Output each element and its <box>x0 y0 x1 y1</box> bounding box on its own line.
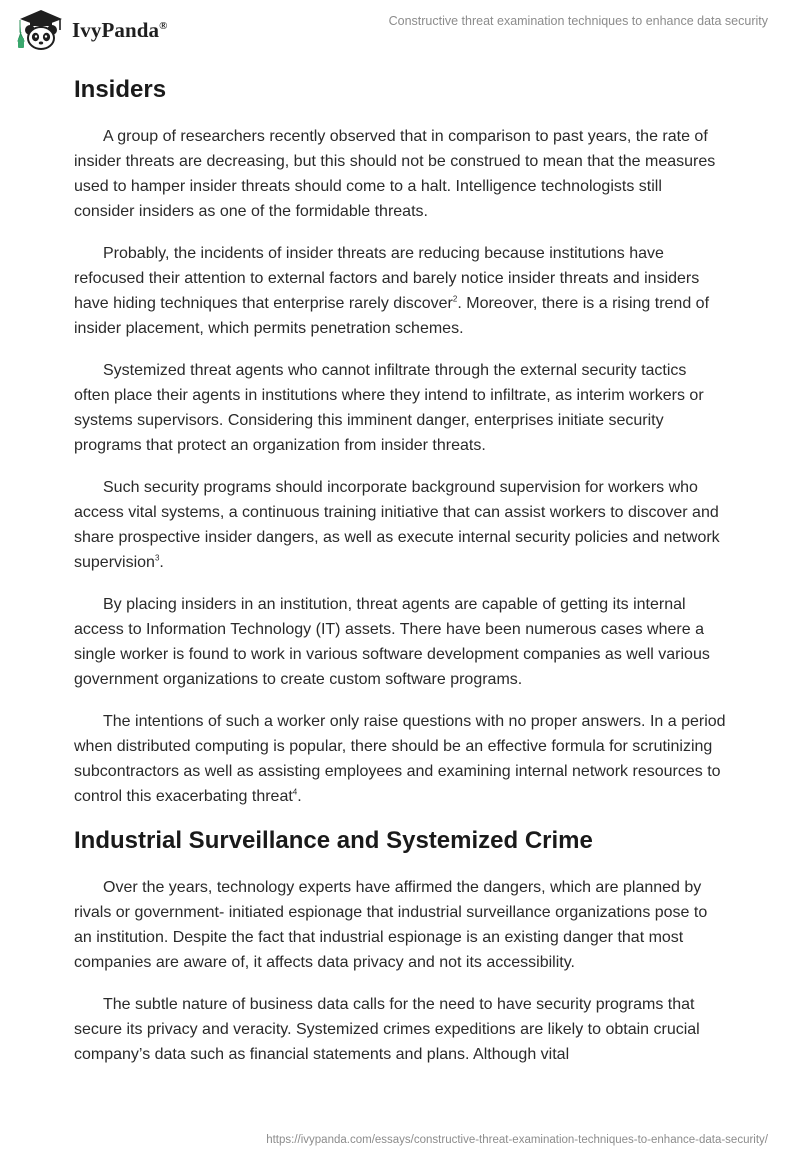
paragraph: Probably, the incidents of insider threats are reducing because institutions have refocused their attention to external factors and barely notice insider threats and insiders have hiding techniques that enterprise rarely discover$^2$. Moreover, there is a rising trend of insider placement, which permits penetration schemes. <box>74 245 710 337</box>
page-header <box>0 0 800 64</box>
paragraph: Systemized threat agents who cannot infiltrate through the external security tactics often place their agents in institutions where they intend to infiltrate, as interim workers or systems supervisors. Considering this imminent danger, enterprises initiate security programs that protect an organization from insider threats. <box>74 362 704 454</box>
panda-graduate-icon <box>16 8 66 52</box>
source-url-link[interactable]: https://ivypanda.com/essays/constructive-threat-examination-techniques-to-enhance-data-security/ <box>266 1134 768 1146</box>
paragraph: The subtle nature of business data calls for the need to have security programs that secure its privacy and veracity. Systemized crimes expeditions are likely to obtain crucial company’s data such as financial statements and plans. Although vital <box>74 996 700 1063</box>
paragraph: Over the years, technology experts have affirmed the dangers, which are planned by rivals or government- initiated espionage that industrial surveillance organizations pose to an institution. Despite the fact that industrial espionage is an existing danger that most companies are aware of, it affects data privacy and not its accessibility. <box>74 879 708 971</box>
paragraph: The intentions of such a worker only raise questions with no proper answers. In a period when distributed computing is popular, there should be an effective formula for scrutinizing subcontractors as well as assisting employees and examining internal network resources to control this exacerbating threat$^4$. <box>74 713 726 805</box>
document-title: Constructive threat examination techniques to enhance data security <box>388 14 768 28</box>
footnote-marker: 4 <box>292 787 298 797</box>
footnote-marker: 2 <box>452 294 458 304</box>
ivypanda-logo[interactable] <box>16 8 168 52</box>
paragraph: Such security programs should incorporate background supervision for workers who access vital systems, a continuous training initiative that can assist workers to discover and share prospective insider dangers, as well as execute internal security policies and network supervision$^3$. <box>74 479 720 571</box>
paragraph: A group of researchers recently observed that in comparison to past years, the rate of insider threats are decreasing, but this should not be construed to mean that the measures used to hamper insider threats should come to a halt. Intelligence technologists still consider insiders as one of the formidable threats. <box>74 128 716 220</box>
section-heading: Insiders <box>74 76 167 103</box>
essay-body <box>74 70 726 1067</box>
paragraph: By placing insiders in an institution, threat agents are capable of getting its internal access to Information Technology (IT) assets. There have been numerous cases where a single worker is found to work in various software development companies as well various government organizations to create custom software programs. <box>74 596 710 688</box>
section-heading: Industrial Surveillance and Systemized Crime <box>74 827 593 854</box>
brand-name: IvyPanda® <box>72 17 168 42</box>
footnote-marker: 3 <box>154 553 160 563</box>
